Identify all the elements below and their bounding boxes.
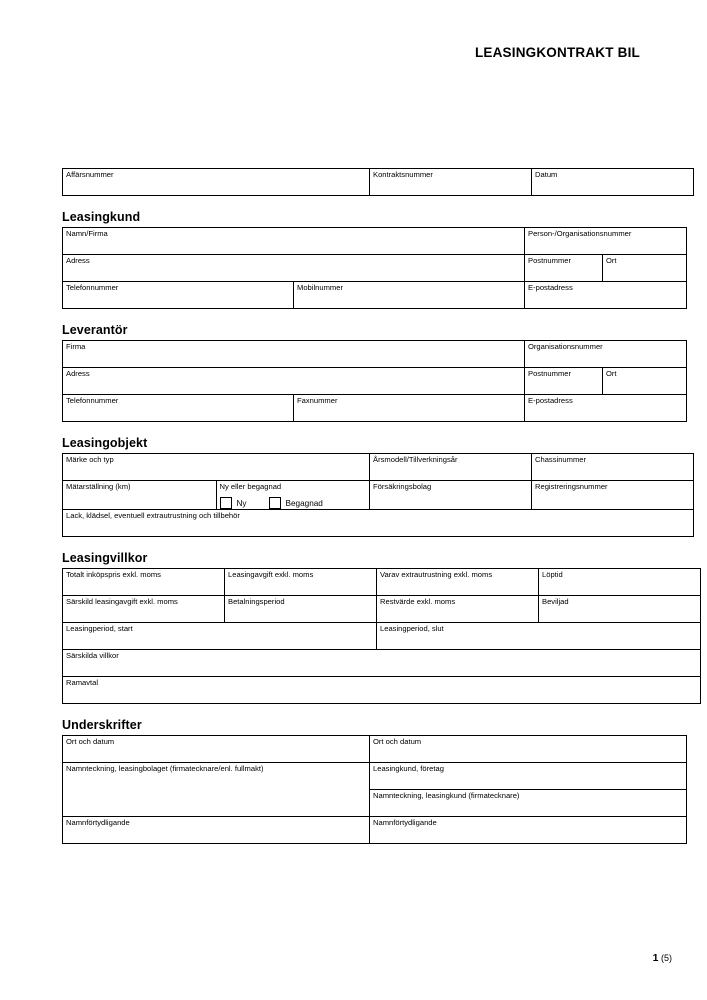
table-row xyxy=(63,368,687,395)
field-label: Ort xyxy=(606,369,617,378)
field-beviljad[interactable] xyxy=(539,596,701,623)
field-affarsnummer[interactable] xyxy=(63,169,370,196)
field-ramavtal[interactable] xyxy=(63,677,701,704)
field-varav-extrautrustning[interactable] xyxy=(377,569,539,596)
top-row-table xyxy=(62,168,694,196)
field-ort-och-datum-right[interactable] xyxy=(370,736,687,763)
field-label: Postnummer xyxy=(528,256,572,265)
field-matarstallning[interactable] xyxy=(63,481,217,510)
field-lack-kladsel[interactable] xyxy=(63,510,694,537)
field-label: Leasingperiod, start xyxy=(66,624,133,634)
field-adress[interactable] xyxy=(63,255,525,282)
field-postnummer[interactable] xyxy=(525,368,603,394)
field-ort-och-datum-left[interactable] xyxy=(63,736,370,763)
field-loptid[interactable] xyxy=(539,569,701,596)
table-row xyxy=(63,228,687,255)
field-adress[interactable] xyxy=(63,368,525,395)
field-label: Särskild leasingavgift exkl. moms xyxy=(66,597,178,607)
field-ny-eller-begagnad[interactable] xyxy=(216,481,370,510)
field-label: Leasingperiod, slut xyxy=(380,624,444,634)
field-label: Telefonnummer xyxy=(66,283,119,292)
checkbox-ny-icon[interactable] xyxy=(220,497,232,509)
field-forsakringsbolag[interactable] xyxy=(370,481,532,510)
section-heading-leverantor: Leverantör xyxy=(62,323,128,337)
field-label: Namnförtydligande xyxy=(373,818,437,828)
table-row xyxy=(63,510,694,537)
checkbox-begagnad-icon[interactable] xyxy=(269,497,281,509)
footer-page-number: 1 xyxy=(652,952,659,964)
leasingobjekt-table xyxy=(62,453,694,537)
field-label: Affärsnummer xyxy=(66,170,114,179)
field-leasingkund-foretag[interactable] xyxy=(370,763,687,790)
field-label: Ramavtal xyxy=(66,678,99,688)
table-row xyxy=(63,341,687,368)
field-epostadress[interactable] xyxy=(525,282,687,309)
field-label: Beviljad xyxy=(542,597,569,607)
table-row xyxy=(63,395,687,422)
table-row xyxy=(63,454,694,481)
table-row xyxy=(63,481,694,510)
field-label: Varav extrautrustning exkl. moms xyxy=(380,570,493,580)
section-heading-underskrifter: Underskrifter xyxy=(62,718,142,733)
field-label: Person-/Organisationsnummer xyxy=(528,229,632,238)
field-sarskilda-villkor[interactable] xyxy=(63,650,701,677)
field-label: Adress xyxy=(66,369,90,378)
field-namnteckning-leasingkund[interactable] xyxy=(370,790,687,817)
field-namn-firma[interactable] xyxy=(63,228,525,255)
field-label: Leasingkund, företag xyxy=(373,764,444,774)
field-label: Telefonnummer xyxy=(66,396,119,405)
field-totalt-inkopspris[interactable] xyxy=(63,569,225,596)
field-label: Registreringsnummer xyxy=(535,482,608,491)
field-label: Ort och datum xyxy=(66,737,115,747)
field-label: Mobilnummer xyxy=(297,283,343,292)
table-row xyxy=(63,596,701,623)
table-row xyxy=(63,736,687,763)
field-label: Namnförtydligande xyxy=(66,818,130,828)
field-betalningsperiod[interactable] xyxy=(225,596,377,623)
table-row xyxy=(63,623,701,650)
leasingvillkor-table xyxy=(62,568,701,704)
table-row xyxy=(63,282,687,309)
checkbox-ny-label: Ny xyxy=(236,498,247,508)
field-label: Chassinummer xyxy=(535,455,587,464)
field-label: Ny eller begagnad xyxy=(219,482,282,491)
field-leasingperiod-slut[interactable] xyxy=(377,623,701,650)
field-sarskild-leasingavgift[interactable] xyxy=(63,596,225,623)
field-label: Betalningsperiod xyxy=(228,597,285,607)
table-row xyxy=(63,763,687,790)
field-label: Årsmodell/Tillverkningsår xyxy=(373,455,458,464)
field-label: Försäkringsbolag xyxy=(373,482,432,491)
field-label: Totalt inköpspris exkl. moms xyxy=(66,570,161,580)
page-title: LEASINGKONTRAKT BIL xyxy=(474,45,640,60)
field-kontraktsnummer[interactable] xyxy=(370,169,532,196)
field-marke-och-typ[interactable] xyxy=(63,454,370,481)
field-datum[interactable] xyxy=(532,169,694,196)
field-postnummer[interactable] xyxy=(525,255,603,281)
field-label: Adress xyxy=(66,256,90,265)
field-label: Faxnummer xyxy=(297,396,338,405)
field-epostadress[interactable] xyxy=(525,395,687,422)
section-heading-leasingkund: Leasingkund xyxy=(62,210,141,224)
leverantor-table xyxy=(62,340,687,422)
field-faxnummer[interactable] xyxy=(294,395,525,422)
field-telefonnummer[interactable] xyxy=(63,282,294,309)
field-firma[interactable] xyxy=(63,341,525,368)
section-heading-leasingobjekt: Leasingobjekt xyxy=(62,436,148,450)
form-content xyxy=(62,168,672,844)
field-postnummer-ort[interactable] xyxy=(525,255,687,282)
underskrifter-table xyxy=(62,735,687,844)
field-label: E-postadress xyxy=(528,396,573,405)
table-row xyxy=(63,255,687,282)
field-ort[interactable] xyxy=(603,368,620,394)
field-label: Namnteckning, leasingbolaget (firmatecknare/enl. fullmakt) xyxy=(66,764,264,774)
field-mobilnummer[interactable] xyxy=(294,282,525,309)
checkbox-begagnad-label: Begagnad xyxy=(285,498,323,508)
field-ort[interactable] xyxy=(603,255,620,281)
footer-page-total: (5) xyxy=(661,953,672,963)
field-postnummer-ort[interactable] xyxy=(525,368,687,395)
field-arsmodell[interactable] xyxy=(370,454,532,481)
field-label: Ort och datum xyxy=(373,737,422,747)
field-label: Mätarställning (km) xyxy=(66,482,131,491)
field-restvarde[interactable] xyxy=(377,596,539,623)
field-leasingavgift[interactable] xyxy=(225,569,377,596)
field-label: Löptid xyxy=(542,570,563,580)
field-label: Leasingavgift exkl. moms xyxy=(228,570,314,580)
field-label: Organisationsnummer xyxy=(528,342,603,351)
field-telefonnummer[interactable] xyxy=(63,395,294,422)
field-label: Restvärde exkl. moms xyxy=(380,597,456,607)
field-organisationsnummer[interactable] xyxy=(525,341,687,368)
field-label: Särskilda villkor xyxy=(66,651,119,661)
field-label: Namnteckning, leasingkund (firmatecknare) xyxy=(373,791,520,801)
field-registreringsnummer[interactable] xyxy=(532,481,694,510)
ny-begagnad-options xyxy=(220,497,367,509)
field-namnfortydligande-left[interactable] xyxy=(63,817,370,844)
field-label: Kontraktsnummer xyxy=(373,170,433,179)
field-label: Postnummer xyxy=(528,369,572,378)
table-row xyxy=(63,169,694,196)
field-namnteckning-leasingbolaget[interactable] xyxy=(63,763,370,817)
field-label: Ort xyxy=(606,256,617,265)
field-label: Lack, klädsel, eventuell extrautrustning och tillbehör xyxy=(66,511,240,521)
field-person-org-nummer[interactable] xyxy=(525,228,687,255)
table-row xyxy=(63,817,687,844)
field-namnfortydligande-right[interactable] xyxy=(370,817,687,844)
page-footer xyxy=(0,952,672,964)
field-label: Märke och typ xyxy=(66,455,114,464)
table-row xyxy=(63,677,701,704)
field-label: Namn/Firma xyxy=(66,229,108,238)
section-heading-leasingvillkor: Leasingvillkor xyxy=(62,551,148,566)
table-row xyxy=(63,650,701,677)
table-row xyxy=(63,569,701,596)
field-leasingperiod-start[interactable] xyxy=(63,623,377,650)
field-label: Datum xyxy=(535,170,558,179)
field-chassinummer[interactable] xyxy=(532,454,694,481)
leasingkund-table xyxy=(62,227,687,309)
field-label: E-postadress xyxy=(528,283,573,292)
field-label: Firma xyxy=(66,342,86,351)
